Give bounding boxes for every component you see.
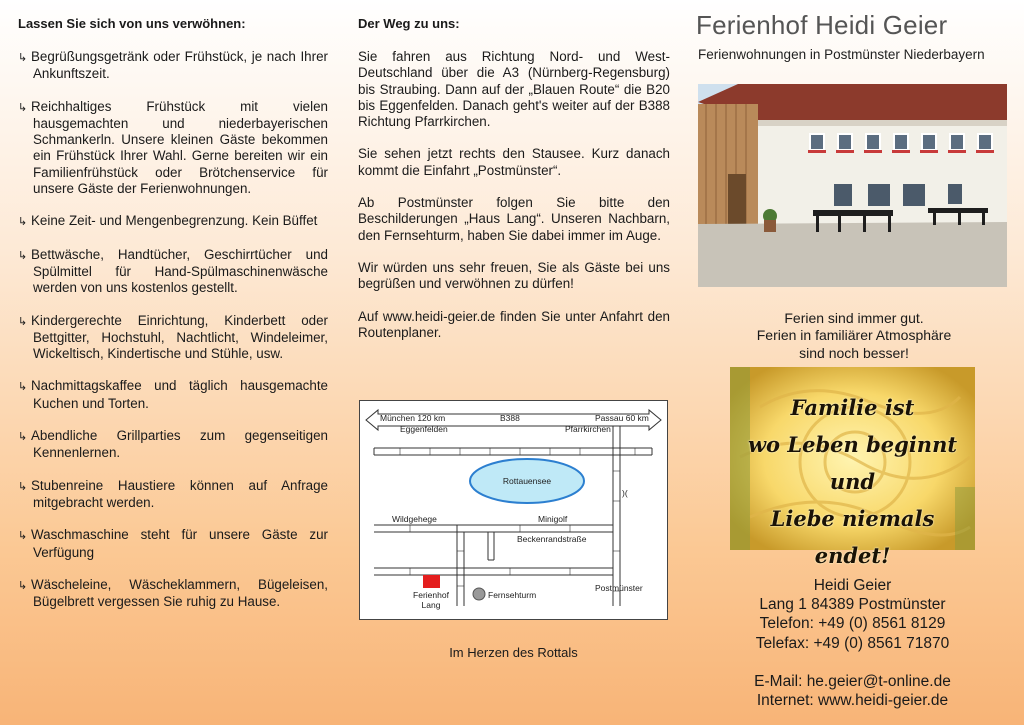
map-label-minigolf: Minigolf [538, 514, 568, 524]
map-label-eggenfelden: Eggenfelden [400, 424, 448, 434]
arrow-icon: ↳ [18, 315, 28, 328]
list-item: ↳ Kindergerechte Einrichtung, Kinderbett oder Bettgitter, Hochstuhl, Nachtlicht, Windeleimer, Wickeltisch, Kindertische und Stühle, usw. [18, 312, 328, 362]
list-item: ↳ Keine Zeit- und Mengenbegrenzung. Kein Büffet [18, 213, 328, 230]
arrow-icon: ↳ [18, 530, 28, 543]
services-column [18, 0, 328, 626]
map-label-b388: B388 [500, 413, 520, 423]
directions-column [358, 0, 670, 357]
slogan-line: Ferien sind immer gut. [784, 310, 924, 326]
page-title: Ferienhof Heidi Geier [696, 10, 948, 40]
farmhouse-photo [698, 84, 1007, 287]
route-map [359, 400, 668, 620]
contact-address: Lang 1 84389 Postmünster [759, 596, 946, 614]
quote-line: Familie ist [790, 395, 915, 420]
bridge-icon: )( [622, 488, 628, 498]
list-item: ↳ Stubenreine Haustiere können auf Anfrage mitgebracht werden. [18, 477, 328, 510]
quote-line: wo Leben beginnt [747, 432, 958, 457]
spacer [725, 653, 980, 672]
arrow-icon: ↳ [18, 381, 28, 394]
map-label-ferienhof: Ferienhof [413, 590, 449, 600]
directions-paragraph: Wir würden uns sehr freuen, Sie als Gäste bei uns begrüßen und verwöhnen zu dürfen! [358, 259, 670, 292]
map-label-beckenrandstrasse: Beckenrandstraße [517, 534, 587, 544]
slogan-line: sind noch besser! [799, 344, 909, 361]
list-item: ↳ Begrüßungsgetränk oder Frühstück, je nach Ihrer Ankunftszeit. [18, 49, 328, 82]
contact-phone: Telefon: +49 (0) 8561 8129 [759, 615, 946, 633]
services-list [18, 49, 328, 610]
directions-paragraph: Sie fahren aus Richtung Nord- und West-Deutschland über die A3 (Nürnberg-Regensburg) bis Straubing. Dann auf der „Blauen Route“ die B20 bis Eggenfelden. Danach geht's weiter auf der B388 Richtung Pfarrkirchen. [358, 49, 670, 130]
map-label-lake: Rottauensee [502, 476, 552, 486]
quote-line: und [829, 469, 876, 494]
contact-email: E-Mail: he.geier@t-online.de [754, 672, 951, 690]
list-item: ↳ Nachmittagskaffee und täglich hausgemachte Kuchen und Torten. [18, 378, 328, 411]
rose-image [730, 367, 975, 568]
slogan-line: Ferien in familiärer Atmosphäre [756, 327, 952, 344]
map-label-passau: Passau 60 km [595, 413, 649, 423]
directions-paragraph: Auf www.heidi-geier.de finden Sie unter Anfahrt den Routenplaner. [358, 308, 670, 340]
map-label-pfarrkirchen: Pfarrkirchen [565, 424, 611, 434]
arrow-icon: ↳ [18, 101, 28, 114]
arrow-icon: ↳ [18, 480, 28, 493]
directions-paragraph: Ab Postmünster folgen Sie bitte den Beschilderungen „Haus Lang“. Unseren Nachbarn, den Fernsehturm, haben Sie dabei immer im Auge. [358, 195, 670, 243]
contact-fax: Telefax: +49 (0) 8561 71870 [755, 634, 950, 652]
list-item: ↳ Waschmaschine steht für unsere Gäste zur Verfügung [18, 527, 328, 560]
contact-block [725, 576, 980, 710]
directions-paragraph: Sie sehen jetzt rechts den Stausee. Kurz danach kommt die Einfahrt „Postmünster“. [358, 146, 670, 178]
list-item: ↳ Bettwäsche, Handtücher, Geschirrtücher und Spülmittel für Hand-Spülmaschinenwäsche werden von uns kostenlos gestellt. [18, 246, 328, 296]
quote-line: Liebe niemals endet! [770, 506, 935, 568]
list-item: ↳ Reichhaltiges Frühstück mit vielen hausgemachten und niederbayerischen Schmankerln. Unsere kleinen Gäste bekommen ein Frühstück Ihrer Wahl. Gerne bereiten wir ein Familienfrühstück oder Brötchenservice für unsere Gäste der Ferienwohnungen. [18, 98, 328, 197]
map-label-munich: München 120 km [380, 413, 446, 423]
contact-name: Heidi Geier [813, 577, 892, 594]
list-item: ↳ Wäscheleine, Wäscheklammern, Bügeleisen, Bügelbrett vergessen Sie ruhig zu Hause. [18, 576, 328, 610]
tv-tower-icon [473, 588, 485, 600]
directions-heading: Der Weg zu uns: [358, 16, 460, 31]
arrow-icon: ↳ [18, 579, 28, 592]
slogan [720, 310, 988, 362]
map-label-fernsehturm: Fernsehturm [488, 590, 537, 600]
contact-website: Internet: www.heidi-geier.de [756, 692, 949, 710]
arrow-icon: ↳ [18, 431, 28, 444]
ferienhof-marker [423, 575, 440, 588]
map-caption: Im Herzen des Rottals [449, 645, 578, 660]
arrow-icon: ↳ [18, 249, 28, 262]
rose-quote [730, 389, 975, 574]
map-label-wildgehege: Wildgehege [392, 514, 437, 524]
list-item: ↳ Abendliche Grillparties zum gegenseitigen Kennenlernen. [18, 428, 328, 461]
brand-column [690, 0, 1020, 62]
arrow-icon: ↳ [18, 52, 28, 64]
arrow-icon: ↳ [18, 216, 28, 229]
services-heading: Lassen Sie sich von uns verwöhnen: [18, 16, 246, 31]
map-label-postmuenster: Postmünster [595, 583, 643, 593]
map-label-lang: Lang [421, 600, 441, 610]
page-subtitle: Ferienwohnungen in Postmünster Niederbayern [698, 47, 985, 62]
route-map-svg [360, 401, 667, 619]
